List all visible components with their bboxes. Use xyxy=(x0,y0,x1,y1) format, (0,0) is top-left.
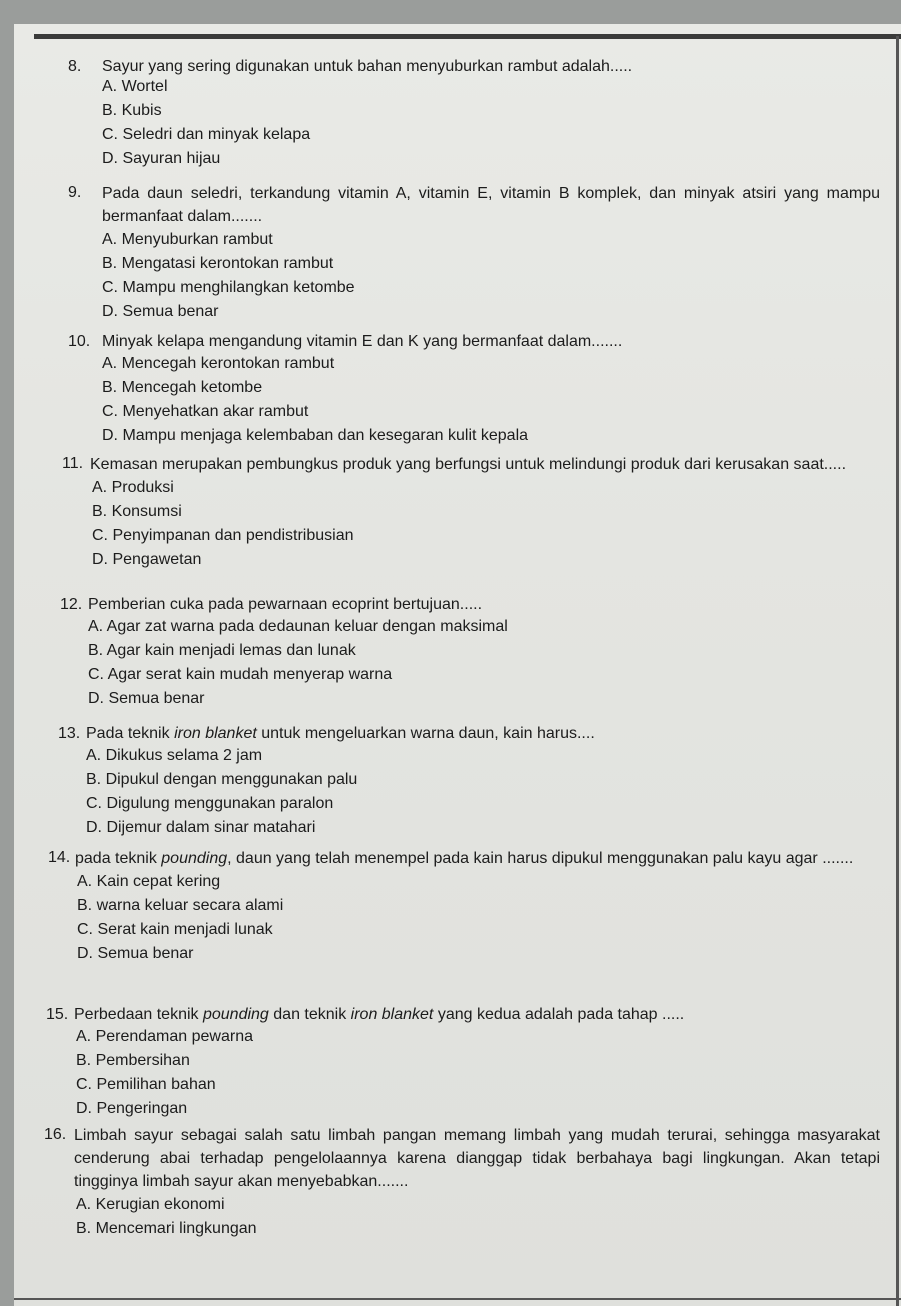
question-number: 16. xyxy=(44,1126,67,1143)
question-10 xyxy=(68,331,868,448)
option-b[interactable]: B. Agar kain menjadi lemas dan lunak xyxy=(88,642,356,659)
option-d[interactable]: D. Semua benar xyxy=(88,690,205,707)
option-d[interactable]: D. Sayuran hijau xyxy=(102,150,221,167)
question-number: 8. xyxy=(68,58,82,75)
option-c[interactable]: C. Seledri dan minyak kelapa xyxy=(102,126,311,143)
option-c[interactable]: C. Digulung menggunakan paralon xyxy=(86,795,334,812)
term-pounding: pounding xyxy=(161,850,228,867)
question-13 xyxy=(58,723,858,840)
option-b[interactable]: B. Kubis xyxy=(102,102,162,119)
option-list xyxy=(88,615,860,711)
option-list xyxy=(102,228,880,324)
question-text: Kemasan merupakan pembungkus produk yang berfungsi untuk melindungi produk dari kerusakan saat..... xyxy=(90,456,847,473)
question-number: 9. xyxy=(68,184,82,201)
option-b[interactable]: B. Mencemari lingkungan xyxy=(76,1220,257,1237)
question-text: Perbedaan teknik pounding dan teknik iron blanket yang kedua adalah pada tahap ..... xyxy=(74,1006,685,1023)
option-a[interactable]: A. Kerugian ekonomi xyxy=(76,1196,225,1213)
option-b[interactable]: B. Mengatasi kerontokan rambut xyxy=(102,255,334,272)
option-a[interactable]: A. Agar zat warna pada dedaunan keluar dengan maksimal xyxy=(88,618,508,635)
option-c[interactable]: C. Penyimpanan dan pendistribusian xyxy=(92,527,354,544)
page-border-right xyxy=(896,36,899,1306)
question-14 xyxy=(48,847,872,966)
option-b[interactable]: B. Mencegah ketombe xyxy=(102,379,263,396)
question-8 xyxy=(68,56,868,171)
question-text: Pada daun seledri, terkandung vitamin A, vitamin E, vitamin B komplek, dan minyak atsiri yang mampu bermanfaat dalam....... xyxy=(102,185,880,225)
option-d[interactable]: D. Pengawetan xyxy=(92,551,202,568)
option-a[interactable]: A. Dikukus selama 2 jam xyxy=(86,747,263,764)
option-c[interactable]: C. Agar serat kain mudah menyerap warna xyxy=(88,666,393,683)
option-c[interactable]: C. Pemilihan bahan xyxy=(76,1076,216,1093)
option-d[interactable]: D. Dijemur dalam sinar matahari xyxy=(86,819,316,836)
page-border-bottom xyxy=(14,1298,901,1300)
question-number: 13. xyxy=(58,725,81,742)
option-c[interactable]: C. Menyehatkan akar rambut xyxy=(102,403,309,420)
option-d[interactable]: D. Semua benar xyxy=(102,303,219,320)
option-list xyxy=(77,870,872,966)
option-a[interactable]: A. Wortel xyxy=(102,78,168,95)
option-a[interactable]: A. Mencegah kerontokan rambut xyxy=(102,355,335,372)
question-text: Limbah sayur sebagai salah satu limbah pangan memang limbah yang mudah terurai, sehingga masyarakat cenderung abai terhadap pengelolaannya karena dianggap tidak berbahaya bagi lingkungan. Akan tetapi tingginya limbah sayur akan menyebabkan....... xyxy=(74,1127,880,1190)
option-list xyxy=(76,1193,880,1241)
option-b[interactable]: B. Konsumsi xyxy=(92,503,182,520)
option-a[interactable]: A. Menyuburkan rambut xyxy=(102,231,273,248)
option-b[interactable]: B. Dipukul dengan menggunakan palu xyxy=(86,771,358,788)
option-c[interactable]: C. Serat kain menjadi lunak xyxy=(77,921,273,938)
question-text: Minyak kelapa mengandung vitamin E dan K yang bermanfaat dalam....... xyxy=(102,333,623,350)
option-c[interactable]: C. Mampu menghilangkan ketombe xyxy=(102,279,355,296)
option-b[interactable]: B. Pembersihan xyxy=(76,1052,190,1069)
question-text: Pemberian cuka pada pewarnaan ecoprint bertujuan..... xyxy=(88,596,483,613)
term-pounding: pounding xyxy=(202,1006,269,1023)
term-iron-blanket: iron blanket xyxy=(350,1006,434,1023)
option-d[interactable]: D. Semua benar xyxy=(77,945,194,962)
option-d[interactable]: D. Mampu menjaga kelembaban dan kesegaran kulit kepala xyxy=(102,427,529,444)
option-list xyxy=(102,352,868,448)
option-b[interactable]: B. warna keluar secara alami xyxy=(77,897,284,914)
question-number: 10. xyxy=(68,333,91,350)
question-9 xyxy=(68,182,880,324)
page-border-top xyxy=(34,34,901,39)
question-number: 11. xyxy=(62,455,84,472)
option-a[interactable]: A. Perendaman pewarna xyxy=(76,1028,253,1045)
question-number: 15. xyxy=(46,1006,69,1023)
option-list xyxy=(102,75,868,171)
term-iron-blanket: iron blanket xyxy=(174,725,257,742)
option-list xyxy=(86,744,858,840)
question-12 xyxy=(60,594,860,711)
question-number: 12. xyxy=(60,596,83,613)
question-text: Pada teknik iron blanket untuk mengeluarkan warna daun, kain harus.... xyxy=(86,725,595,742)
question-text: pada teknik pounding, daun yang telah menempel pada kain harus dipukul menggunakan palu kayu agar ....... xyxy=(75,850,854,867)
question-16 xyxy=(44,1124,880,1241)
question-text: Sayur yang sering digunakan untuk bahan menyuburkan rambut adalah..... xyxy=(102,58,633,75)
option-a[interactable]: A. Kain cepat kering xyxy=(77,873,221,890)
question-number: 14. xyxy=(48,849,71,866)
question-11 xyxy=(62,453,880,572)
option-a[interactable]: A. Produksi xyxy=(92,479,174,496)
option-list xyxy=(76,1025,866,1121)
question-15 xyxy=(46,1004,866,1121)
option-d[interactable]: D. Pengeringan xyxy=(76,1100,188,1117)
option-list xyxy=(92,476,880,572)
